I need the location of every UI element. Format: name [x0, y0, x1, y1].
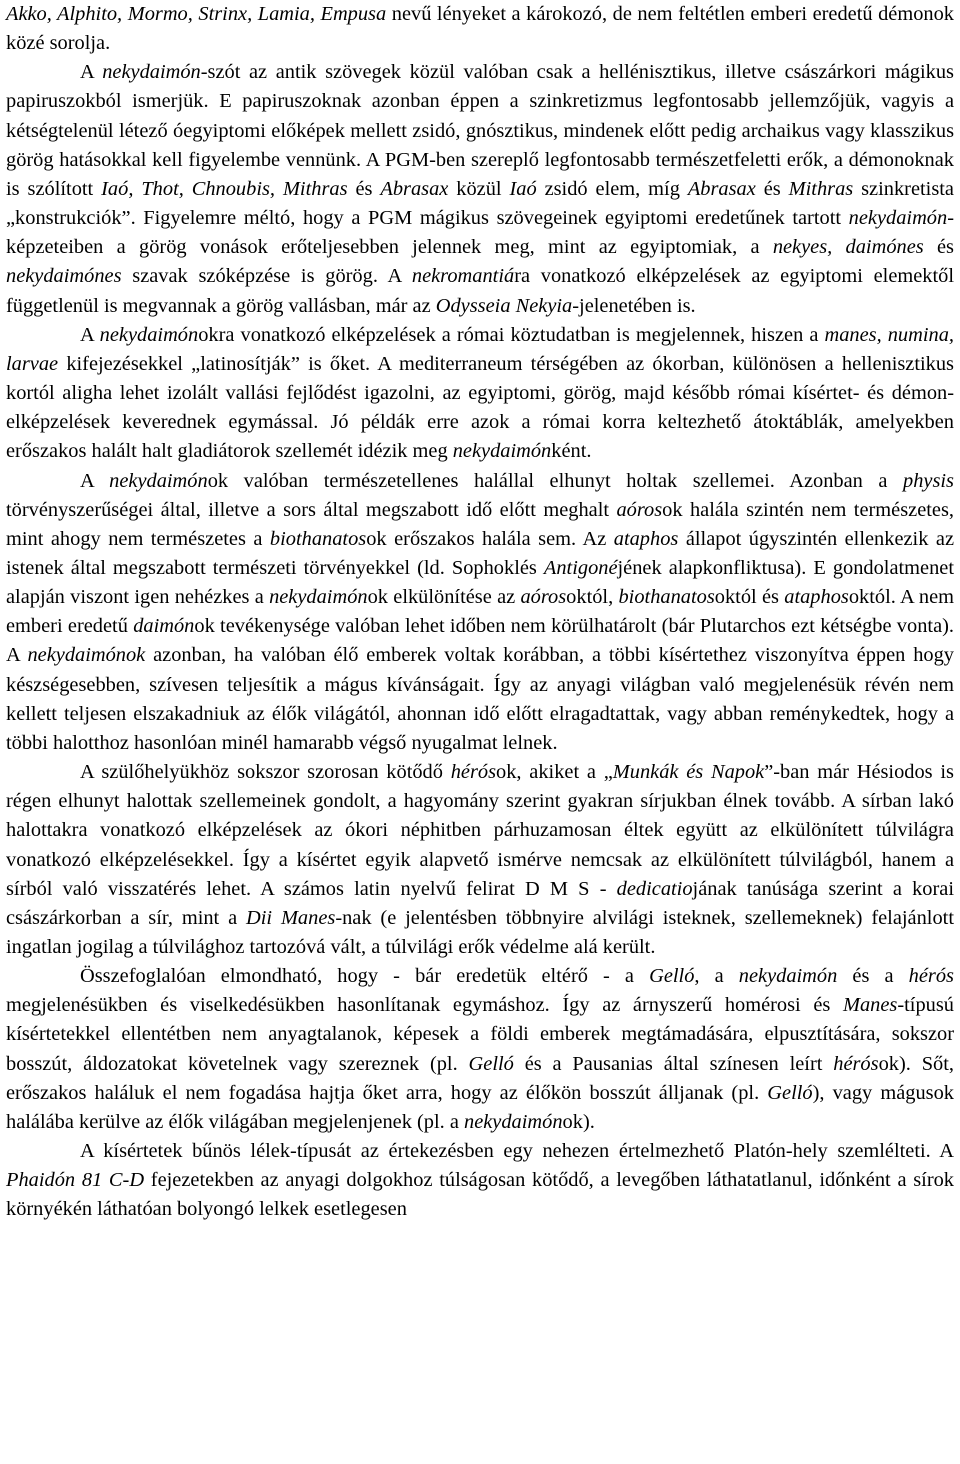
- italic-text-span: Abrasax: [380, 177, 449, 200]
- italic-text-span: biothanatos: [269, 527, 367, 550]
- text-span: jének alapkonfliktusa). E gondolatmenet alapján viszont igen nehézkes a: [6, 556, 954, 609]
- text-span: ok tevékenysége valóban lehet időben nem körülhatárolt (bár Plutarchos ezt kétségbe vonta). A: [6, 615, 955, 667]
- italic-text-span: nekydaimónes: [6, 265, 122, 288]
- text-span: és: [923, 236, 954, 259]
- italic-text-span: Manes: [842, 994, 898, 1017]
- italic-text-span: hérós: [908, 965, 954, 988]
- italic-text-span: manes, numina, larvae: [6, 323, 955, 375]
- text-span: megjelenésükben és viselkedésükben hasonlítanak egymáshoz. Így az árnyszerű homérosi és: [6, 994, 843, 1017]
- text-span: -jelenetében is.: [572, 294, 696, 317]
- italic-text-span: nekydaimón: [269, 586, 368, 609]
- italic-text-span: Mithras: [788, 177, 854, 200]
- text-span: szinkretista „konstrukciók”. Figyelemre méltó, hogy a PGM mágikus szövegeinek egyiptomi eredetűnek tartott: [6, 177, 954, 230]
- text-span: és: [755, 177, 789, 200]
- text-span: ok valóban természetellenes halállal elhunyt holtak szellemei. Azonban a: [207, 469, 904, 492]
- italic-text-span: Abrasax: [687, 177, 756, 200]
- text-span: októl,: [566, 586, 619, 609]
- italic-text-span: Akko, Alphito, Mormo, Strinx, Lamia, Empusa: [6, 3, 387, 25]
- italic-text-span: biothanatos: [618, 586, 715, 609]
- italic-text-span: aóros: [616, 498, 663, 521]
- body-paragraph: [6, 962, 954, 1137]
- text-span: ”-ban már Hésiodos is régen elhunyt halottak szellemeinek gondolt, a hagyomány szerint gyakran sírjukban élnek tovább. A sírban lakó halottakra vonatkozó elképzelések az ókori néphitben párhuzamosan éltek együtt az elkülönített túlvilágra vonatkozó elképzelésekkel. Így a kísértet egyik alapvető ismérve nemcsak az elkülönített túlvilágból, hanem a sírból való visszatérés lehet. A számos latin nyelvű felirat D M S -: [6, 761, 954, 900]
- text-span: és: [347, 177, 381, 200]
- text-span: ok, akiket a „: [496, 761, 613, 784]
- italic-text-span: Iaó, Thot, Chnoubis, Mithras: [101, 177, 348, 200]
- text-span: jának tanúsága szerint a korai császárkorban a sír, mint a: [6, 877, 954, 929]
- italic-text-span: physis: [903, 469, 954, 492]
- body-paragraph: [6, 321, 954, 467]
- italic-text-span: nekydaimón: [102, 61, 201, 84]
- text-span: -képzeteiben a görög vonások erőteljesebben jelennek meg, mint az egyiptomiak, a: [6, 207, 954, 259]
- text-span: ra vonatkozó elképzelések az egyiptomi elemektől függetlenül is megvannak a görög vallásban, már az: [6, 265, 954, 317]
- body-paragraph: [6, 467, 954, 759]
- text-span: ), vagy mágusok halálába kerülve az élők világában megjelenjenek (pl. a: [6, 1081, 954, 1133]
- text-span: A szülőhelyükhöz sokszor szorosan kötődő: [80, 761, 451, 784]
- italic-text-span: nekydaimón: [738, 965, 838, 988]
- text-span: ok).: [562, 1110, 595, 1133]
- italic-text-span: nekydaimón: [464, 1110, 563, 1133]
- text-span: okra vonatkozó elképzelések a római köztudatban is megjelennek, hiszen a: [198, 323, 825, 346]
- text-span: októl. A nem emberi eredetű: [6, 586, 954, 638]
- text-span: közül: [448, 177, 510, 200]
- italic-text-span: nekyes, daimónes: [772, 236, 924, 259]
- italic-text-span: daimón: [133, 615, 195, 638]
- italic-text-span: Iaó: [509, 177, 537, 200]
- body-paragraph: [6, 758, 954, 962]
- text-span: zsidó elem, míg: [536, 177, 688, 200]
- italic-text-span: Phaidón 81 C-D: [6, 1169, 145, 1192]
- text-span: és a: [837, 965, 909, 988]
- italic-text-span: Gelló: [767, 1081, 813, 1104]
- text-span: szavak szóképzése is görög. A: [121, 265, 412, 288]
- text-span: állapot úgyszintén ellenkezik az istenek által megszabott természeti törvényekkel (ld. Sophoklés: [6, 527, 954, 579]
- italic-text-span: ataphos: [613, 527, 679, 550]
- italic-text-span: aóros: [520, 586, 567, 609]
- italic-text-span: Gelló: [468, 1052, 514, 1075]
- text-span: ként.: [551, 440, 592, 463]
- italic-text-span: Dii Manes: [246, 906, 336, 929]
- italic-text-span: dedicatio: [616, 877, 693, 900]
- body-paragraph: [6, 0, 954, 58]
- text-span: A: [80, 469, 110, 492]
- italic-text-span: nekydaimón: [109, 469, 208, 492]
- italic-text-span: Gelló: [649, 965, 695, 988]
- text-span: A: [80, 61, 103, 84]
- text-span: -nak (e jelentésben többnyire alvilági isteknek, szellemeknek) felajánlott ingatlan jogilag a túlvilághoz tartozóvá vált, a túlvilági erők védelme alá került.: [6, 906, 954, 958]
- text-span: A: [80, 323, 100, 346]
- italic-text-span: nekydaimón: [452, 440, 552, 463]
- text-span: és a Pausanias által színesen leírt: [513, 1052, 834, 1075]
- body-paragraph: [6, 58, 954, 320]
- italic-text-span: Munkák és Napok: [612, 761, 765, 784]
- text-span: -szót az antik szövegek közül valóban csak a hellénisztikus, illetve császárkori mágikus papiruszokból ismerjük. E papiruszoknak azonban éppen a szinkretizmus legfontosabb jellemzőjük, vagyis a kétségtelenül létező óegyiptomi előképek mellett zsidó, gnósztikus, mindenek előtt pedig archaikus vagy klasszikus görög hatásokkal kell figyelembe vennünk. A PGM-ben szereplő legfontosabb természetfeletti erők, a démonoknak is szólított: [6, 61, 954, 200]
- text-span: ok). Sőt, erőszakos haláluk el nem fogadása hajtja őket arra, hogy az élőkön bosszút álljanak (pl.: [6, 1052, 954, 1104]
- italic-text-span: nekydaimón: [848, 207, 948, 230]
- text-span: törvényszerűségei által, illetve a sors által megszabott idő előtt meghalt: [6, 498, 617, 521]
- text-span: fejezetekben az anyagi dolgokhoz túlságosan kötődő, a levegőben láthatatlanul, időnként a sírok környékén láthatóan bolyongó lelkek esetlegesen: [6, 1169, 954, 1221]
- text-span: kifejezésekkel „latinosítják” is őket. A mediterraneum térségében az ókorban, különösen a hellenisztikus kortól aligha lehet izolált vallási fejlődést igazolni, az egyiptomi, görög, majd később római kísértet- és démon-elképzelések keverednek egymással. Jó példák erre azok a római korra keltezhető átoktáblák, amelyekben erőszakos halált halt gladiátorok szellemét idézik meg: [6, 352, 954, 463]
- italic-text-span: hérós: [833, 1052, 879, 1075]
- text-span: A kísértetek bűnös lélek-típusát az értekezésben egy nehezen értelmezhető Platón-hely szemlélteti. A: [80, 1140, 954, 1163]
- text-span: ok halála szintén nem természetes, mint ahogy nem természetes a: [6, 498, 954, 550]
- italic-text-span: hérós: [450, 761, 497, 784]
- text-span: -típusú kísértetekkel ellentétben nem anyagtalanok, képesek a földi emberek megtámadására, elpusztítására, sokszor bosszút, áldozatokat követelnek vagy szereznek (pl.: [6, 994, 954, 1075]
- text-span: októl és: [714, 586, 785, 609]
- text-span: ok erőszakos halála sem. Az: [366, 527, 614, 550]
- italic-text-span: ataphos: [784, 586, 849, 609]
- text-span: nevű lényeket a károkozó, de nem feltétlen emberi eredetű démonok közé sorolja.: [6, 3, 955, 55]
- italic-text-span: nekromantiá: [411, 265, 515, 288]
- italic-text-span: Antigoné: [543, 556, 618, 579]
- italic-text-span: nekydaimónok: [27, 644, 146, 667]
- body-paragraph: [6, 1137, 954, 1224]
- italic-text-span: nekydaimón: [99, 323, 199, 346]
- text-span: ok elkülönítése az: [367, 586, 521, 609]
- italic-text-span: Odysseia Nekyia: [435, 294, 573, 317]
- text-span: azonban, ha valóban élő emberek voltak korábban, a többi kísértethez viszonyítva éppen hogy készségesebben, szívesen teljesítik a mágus kívánságait. Így az anyagi világban való megjelenésük révén nem kellett teljesen elszakadniuk az élők világától, ahonnan idő előtt elragadtattak, vagy abban reménykedtek, hogy a többi halotthoz hasonlóan minél hamarabb végső nyugalmat lelnek.: [6, 644, 954, 754]
- text-span: , a: [694, 965, 739, 988]
- text-span: Összefoglalóan elmondható, hogy - bár eredetük eltérő - a: [80, 965, 650, 988]
